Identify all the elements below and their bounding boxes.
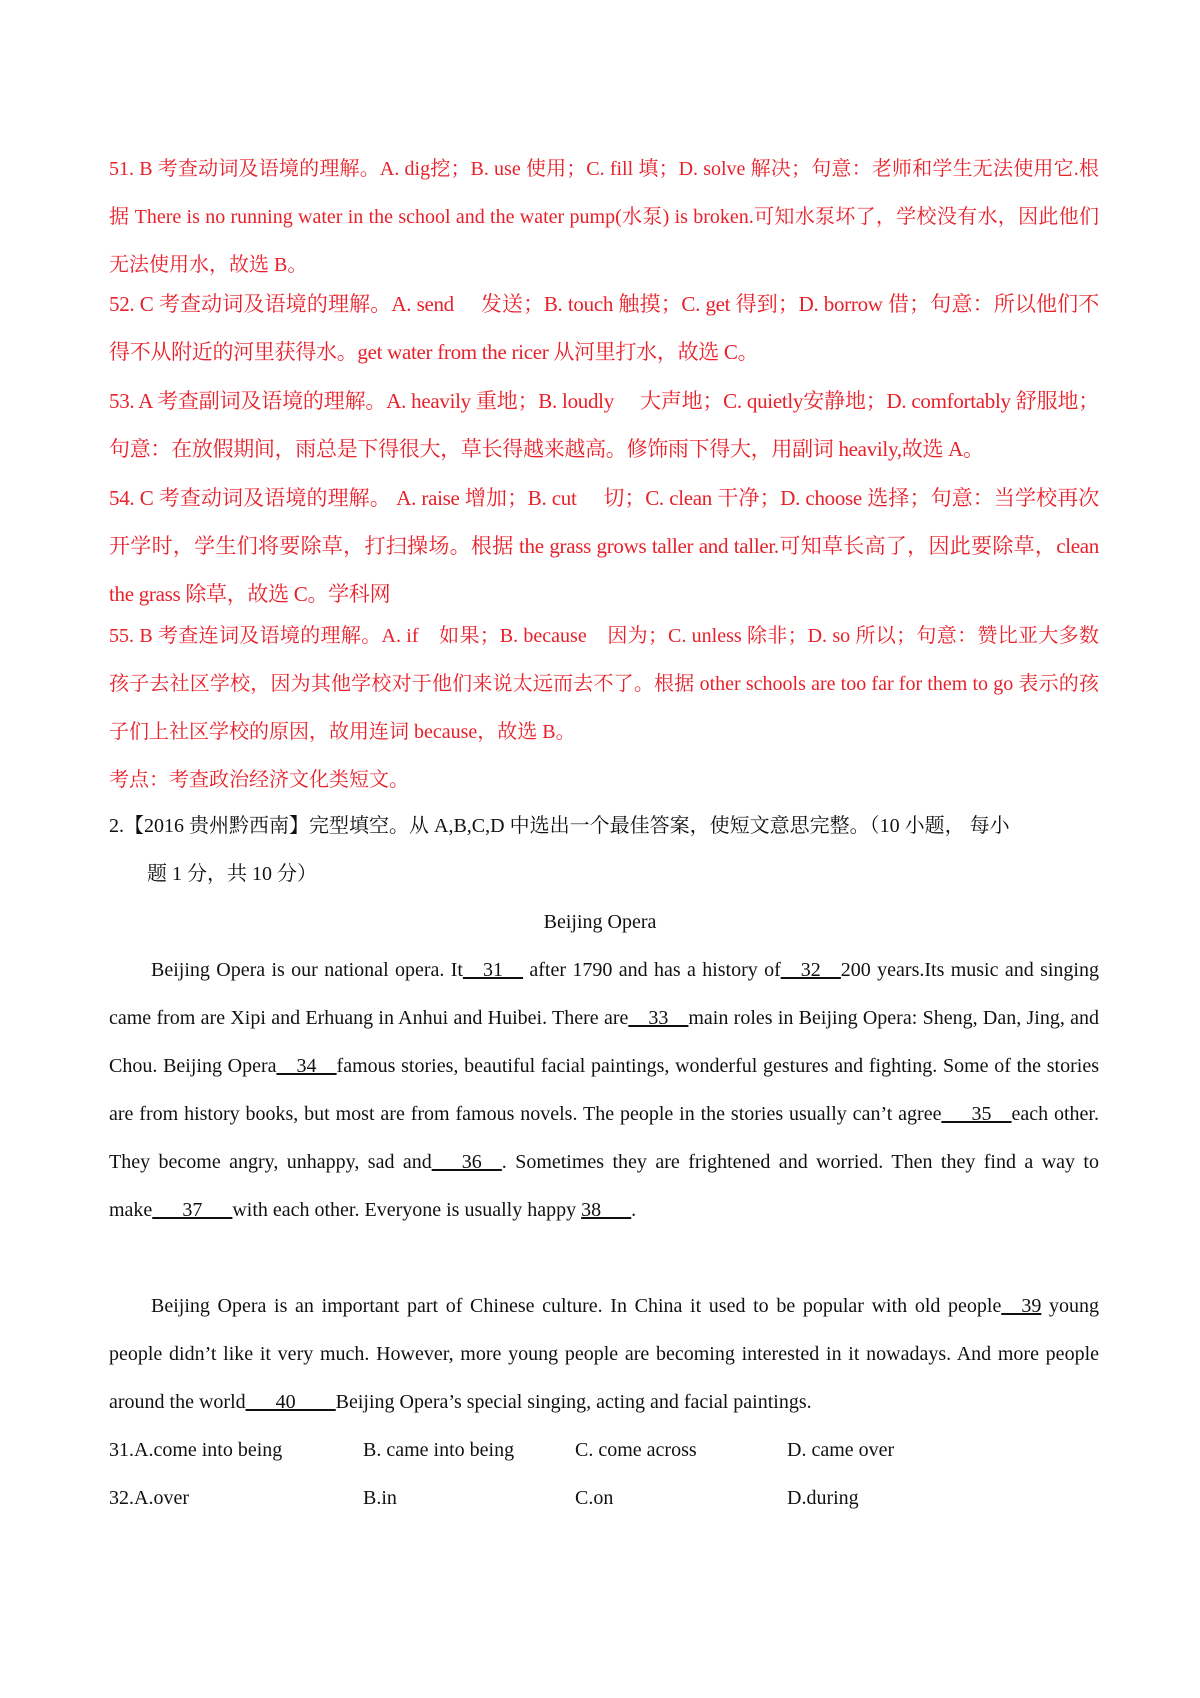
text-run: main roles in Beijing Opera: Sheng, Dan, Jing, and Chou. Beijing Opera <box>109 1007 1099 1077</box>
option-number: 31. <box>109 1439 134 1461</box>
option-d: D.during <box>787 1487 859 1509</box>
text-run: each other. They become angry, unhappy, sad and <box>109 1103 1099 1173</box>
kaodian-note: 考点：考查政治经济文化类短文。 <box>109 769 409 791</box>
blank-31: __31__ <box>462 959 523 981</box>
option-c: C.on <box>575 1487 614 1509</box>
blank-39: __39 <box>1001 1295 1042 1317</box>
text-run: Beijing Opera is an important part of Chinese culture. In China it used to be popular with old people <box>151 1295 1002 1317</box>
option-d: D. came over <box>787 1439 895 1461</box>
text-run: famous stories, beautiful facial paintings, wonderful gestures and fighting. Some of the stories are from history books, but most are from famous novels. The people in the stories usually can’t agree <box>109 1055 1099 1125</box>
option-b: B. came into being <box>363 1439 515 1461</box>
question-2-intro-line1: 2.【2016 贵州黔西南】完型填空。从 A,B,C,D 中选出一个最佳答案，使短文意思完整。（10 小题， 每小 <box>109 815 1010 837</box>
blank-36: ___36__ <box>431 1151 502 1173</box>
text-run: young people didn’t like it very much. However, more young people are becoming interested in it nowadays. And more people around the world <box>109 1295 1099 1413</box>
answer-52: 52. C 考查动词及语境的理解。A. send 发送；B. touch 触摸；C. get 得到；D. borrow 借；句意：所以他们不得不从附近的河里获得水。get water from the ricer 从河里打水，故选 C。 <box>109 292 1099 364</box>
passage-paragraph-2 <box>109 1282 1099 1426</box>
text-run: after 1790 and has a history of <box>522 959 781 981</box>
passage-title: Beijing Opera <box>543 911 657 933</box>
text-run: with each other. Everyone is usually happy <box>232 1199 582 1221</box>
question-2-intro <box>109 802 1099 898</box>
blank-34: __34__ <box>276 1055 337 1077</box>
answer-53: 53. A 考查副词及语境的理解。A. heavily 重地；B. loudly 大声地；C. quietly安静地；D. comfortably 舒服地；句意：在放假期间，雨总是下得很大，草长得越来越高。修饰雨下得大，用副词 heavily,故选 A。 <box>109 389 1099 461</box>
blank-32: __32__ <box>780 959 841 981</box>
option-a-text: A.over <box>134 1487 189 1509</box>
blank-37: ___37___ <box>152 1199 233 1221</box>
text-run: Beijing Opera is our national opera. It <box>151 959 463 981</box>
options-row-32 <box>109 1474 1109 1522</box>
blank-35: ___35__ <box>941 1103 1012 1125</box>
option-a <box>109 1474 189 1522</box>
question-2-intro-line2: 题 1 分，共 10 分） <box>147 863 317 885</box>
blank-38: 38___ <box>581 1199 632 1221</box>
text-run: Beijing Opera’s special singing, acting and facial paintings. <box>335 1391 812 1413</box>
option-a-text: A.come into being <box>134 1439 283 1461</box>
option-number: 32. <box>109 1487 134 1509</box>
text-run: . <box>631 1199 637 1221</box>
answer-54: 54. C 考查动词及语境的理解。 A. raise 增加；B. cut 切；C. clean 干净；D. choose 选择；句意：当学校再次开学时，学生们将要除草，打扫操场。根据 the grass grows taller and taller.可知草长高了，因此要除草，clean the grass 除草，故选 C。学科网 <box>109 486 1099 606</box>
options-row-31 <box>109 1426 1109 1474</box>
passage-paragraph-1 <box>109 946 1099 1234</box>
answer-51: 51. B 考查动词及语境的理解。A. dig挖；B. use 使用；C. fill 填；D. solve 解决；句意：老师和学生无法使用它.根据 There is no running water in the school and the water pump(水泵) is broken.可知水泵坏了，学校没有水，因此他们无法使用水，故选 B。 <box>109 158 1099 276</box>
text-run: 200 years.Its music and singing came from are Xipi and Erhuang in Anhui and Huibei. There are <box>109 959 1099 1029</box>
blank-33: __33__ <box>628 1007 689 1029</box>
text-run: . Sometimes they are frightened and worried. Then they find a way to make <box>109 1151 1099 1221</box>
answer-55: 55. B 考查连词及语境的理解。A. if 如果；B. because 因为；C. unless 除非；D. so 所以；句意：赞比亚大多数孩子去社区学校，因为其他学校对于他们来说太远而去不了。根据 other schools are too far for them to go 表示的孩子们上社区学校的原因，故用连词 because，故选 B。 <box>109 625 1099 743</box>
option-a <box>109 1426 282 1474</box>
blank-40: ___40____ <box>245 1391 336 1413</box>
option-b: B.in <box>363 1487 397 1509</box>
option-c: C. come across <box>575 1439 697 1461</box>
